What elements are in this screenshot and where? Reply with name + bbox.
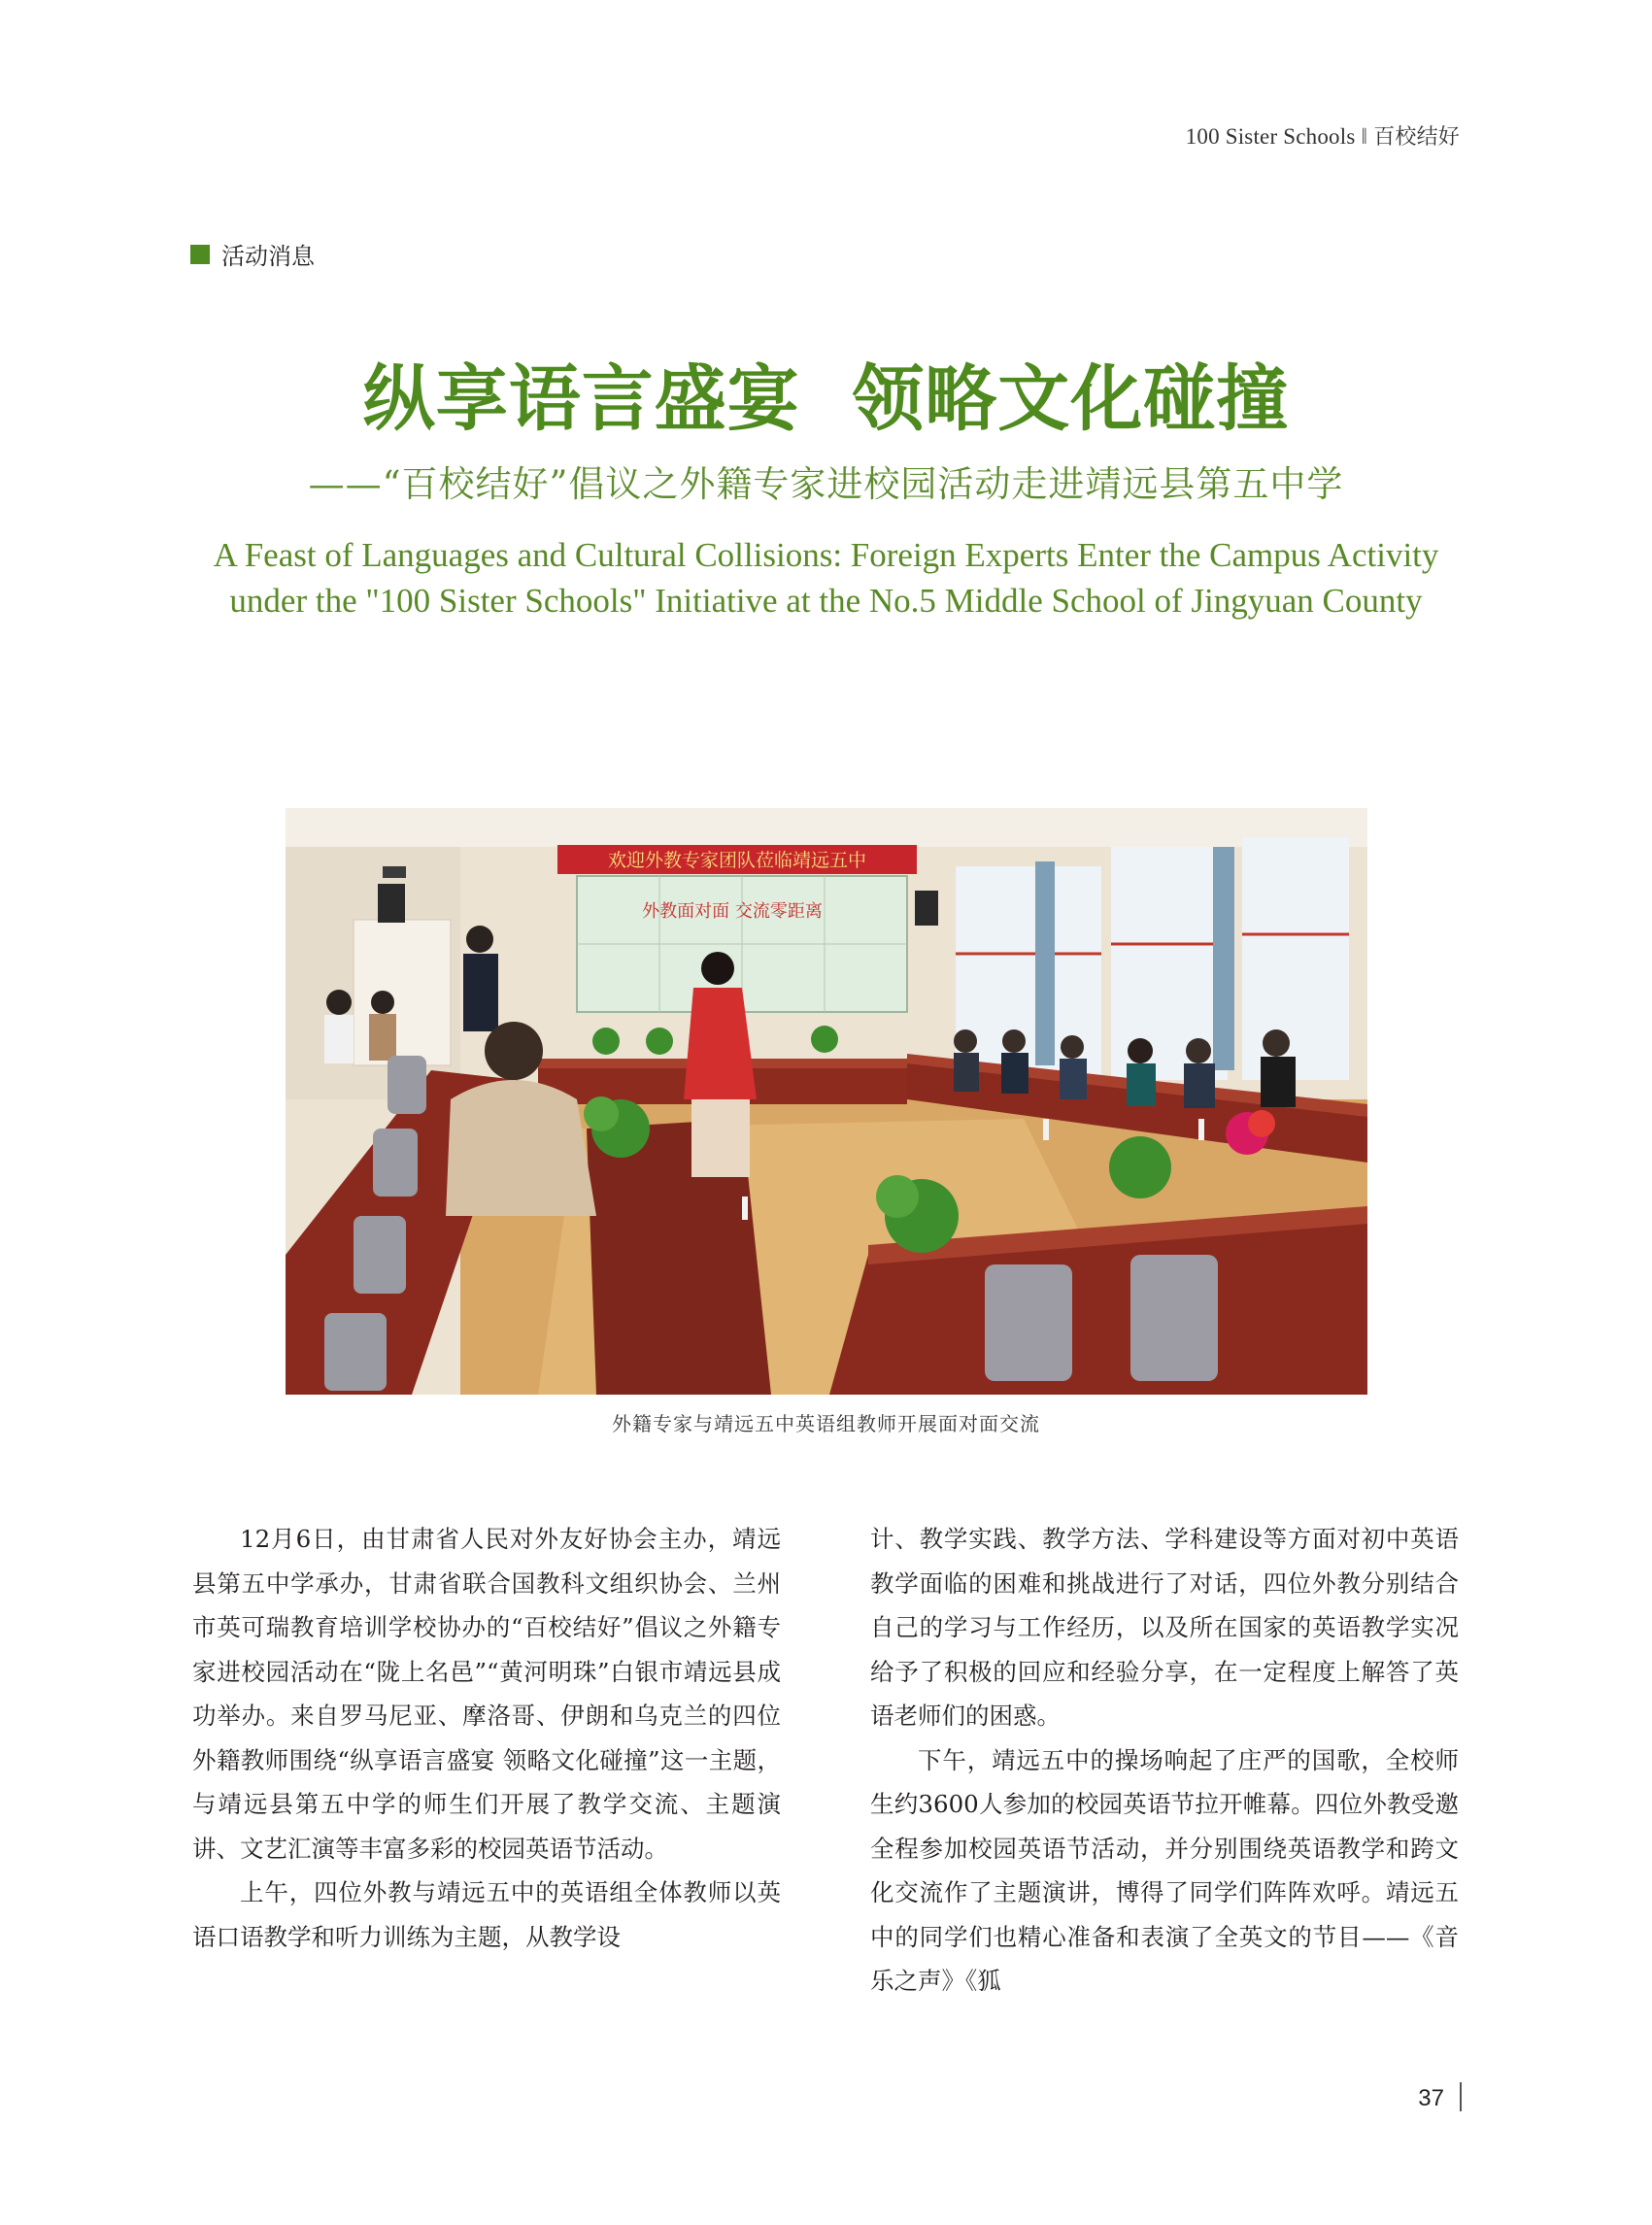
meeting-photo	[286, 808, 1367, 1395]
paragraph: 下午，靖远五中的操场响起了庄严的国歌，全校师生约3600人参加的校园英语节拉开帷幕。四位外教受邀全程参加校园英语节活动，并分别围绕英语教学和跨文化交流作了主题演讲，博得了同学们阵阵欢呼。靖远五中的同学们也精心准备和表演了全英文的节目——《音乐之声》《狐	[870, 1745, 1459, 1995]
photo-caption: 外籍专家与靖远五中英语组教师开展面对面交流	[612, 1412, 1040, 1435]
article-column-left	[192, 1517, 781, 1959]
header-cn: 百校结好	[1373, 125, 1460, 150]
header-en: 100 Sister Schools	[1185, 124, 1356, 149]
subtitle: ——“百校结好”倡议之外籍专家进校园活动走进靖远县第五中学	[308, 463, 1344, 505]
screen-text: 外教面对面 交流零距离	[642, 901, 823, 922]
english-title: A Feast of Languages and Cultural Collisions: Foreign Experts Enter the Campus Activity under the "100 Sister Schools" Initiative at the No.5 Middle School of Jingyuan County	[213, 536, 1439, 620]
section-tag	[190, 237, 315, 271]
header-separator: ‖	[1361, 124, 1368, 149]
page-number-rule	[1460, 2082, 1462, 2111]
green-square-icon	[190, 245, 210, 264]
running-header	[1186, 120, 1460, 151]
paragraph: 上午，四位外教与靖远五中的英语组全体教师以英语口语教学和听力训练为主题，从教学设	[192, 1878, 781, 1951]
main-title: 纵享语言盛宴 领略文化碰撞	[362, 357, 1290, 441]
banner-text: 欢迎外教专家团队莅临靖远五中	[607, 850, 867, 871]
paragraph: 计、教学实践、教学方法、学科建设等方面对初中英语教学面临的困难和挑战进行了对话，四位外教分别结合自己的学习与工作经历，以及所在国家的英语教学实况给予了积极的回应和经验分享，在一定程度上解答了英语老师们的困惑。	[870, 1525, 1459, 1730]
section-tag-label: 活动消息	[221, 243, 315, 270]
paragraph: 12月6日，由甘肃省人民对外友好协会主办，靖远县第五中学承办，甘肃省联合国教科文组织协会、兰州市英可瑞教育培训学校协办的“百校结好”倡议之外籍专家进校园活动在“陇上名邑”“黄河明珠”白银市靖远县成功举办。来自罗马尼亚、摩洛哥、伊朗和乌克兰的四位外籍教师围绕“纵享语言盛宴 领略文化碰撞”这一主题，与靖远县第五中学的师生们开展了教学交流、主题演讲、文艺汇演等丰富多彩的校园英语节活动。	[192, 1525, 781, 1863]
article-column-right	[870, 1517, 1459, 2004]
page-number: 37	[1418, 2085, 1444, 2111]
